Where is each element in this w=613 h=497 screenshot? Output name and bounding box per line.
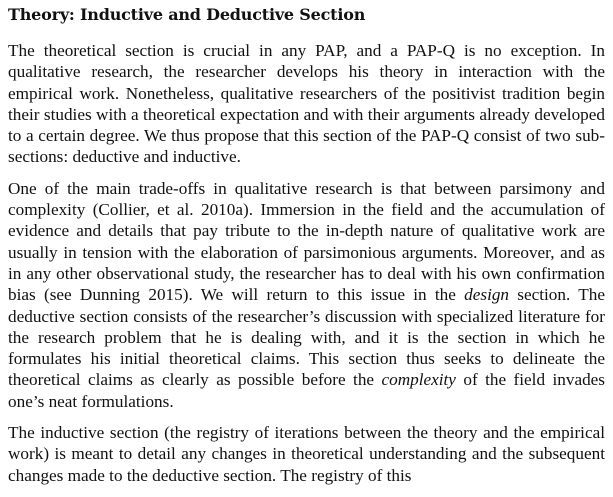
paragraph-text: One of the main trade-offs in qualitative research is that between parsimony and complexity (Collier, et al. 2010a). Immersion in the field and the accumulation of evidence and details that pay tribute to the in-depth nature of qualitative work are usually in tension with the elaboration of parsimonious arguments. Moreover, and as in any other observational study, the researcher has to deal with his own confirmation bias (see Dunning 2015). We will return to this issue in the bbox=[8, 178, 605, 305]
section-heading: Theory: Inductive and Deductive Section bbox=[8, 5, 366, 24]
paragraph-inductive-section: The inductive section (the registry of iterations between the theory and the empirical work) is meant to detail any changes in theoretical understanding and the subsequent changes made to the deductive section. The registry of this bbox=[8, 423, 605, 485]
paragraph-theoretical-section: The theoretical section is crucial in any PAP, and a PAP-Q is no exception. In qualitative research, the researcher develops his theory in interaction with the empirical work. Nonetheless, qualitative researchers of the positivist tradition begin their studies with a theoretical expectation and with their arguments already developed to a certain degree. We thus propose that this section of the PAP-Q consist of two sub-sections: deductive and inductive. bbox=[8, 41, 605, 167]
paragraph-clip bbox=[8, 422, 605, 486]
paragraph-tradeoffs bbox=[8, 178, 605, 412]
paragraph-text: section. The deductive section consists of the researcher’s discussion with specialized literature for the research problem that he is dealing with, and it is the section in which he formulates his initial theoretical claims. This section thus seeks to delineate the theoretical claims as clearly as possible before the bbox=[8, 285, 605, 390]
emphasis-design: design bbox=[464, 285, 510, 305]
paragraph-text: of the field invades one’s neat formulations. bbox=[8, 370, 605, 411]
document-page bbox=[8, 4, 605, 486]
emphasis-complexity: complexity bbox=[381, 370, 456, 390]
